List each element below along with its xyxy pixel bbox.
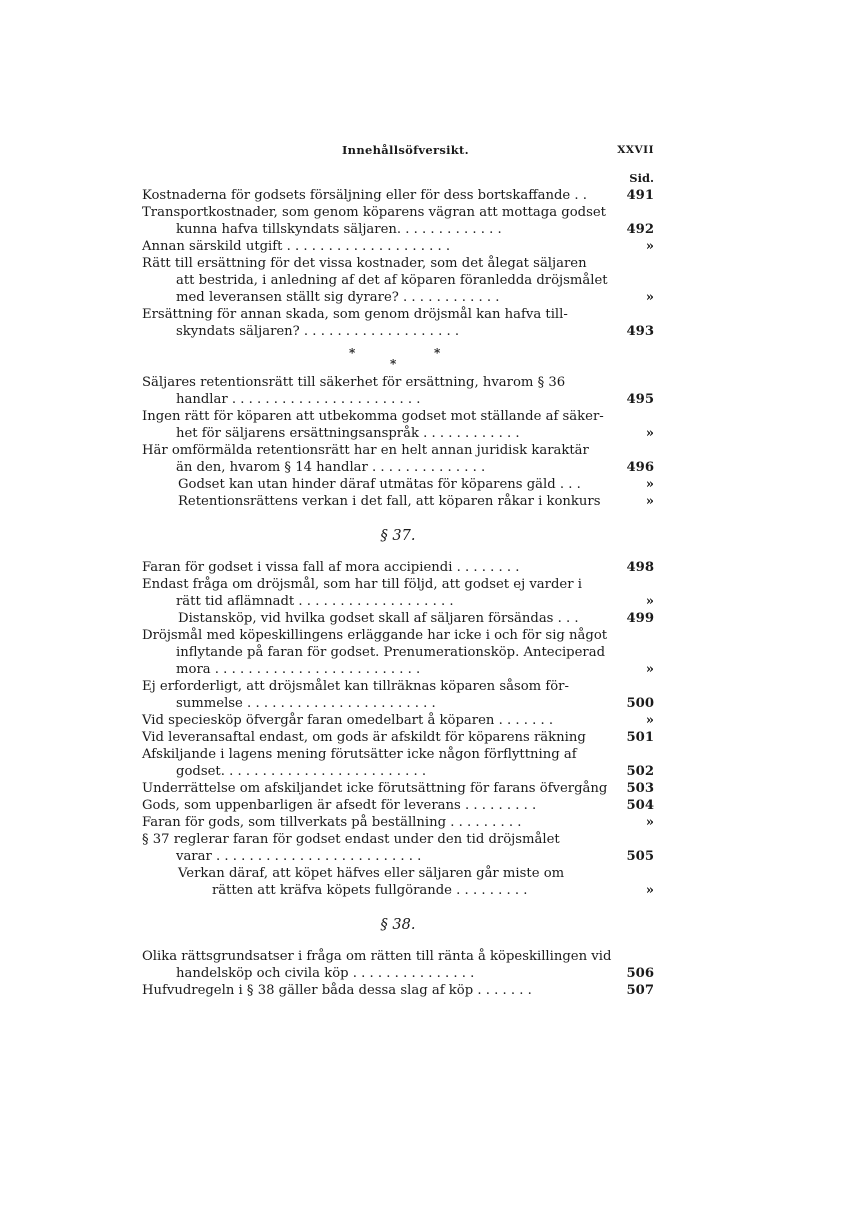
toc-entry (142, 610, 654, 627)
toc-entry-continuation: handelsköp och civila köp . . . . . . . . . . . . . . . (176, 966, 475, 981)
toc-entry-text: Endast fråga om dröjsmål, som har till följd, att godset ej varder i (142, 577, 582, 592)
toc-entry-page: 496 (626, 460, 654, 475)
toc-entry-continuation: än den, hvarom § 14 handlar . . . . . . . . . . . . . . (176, 460, 486, 475)
toc-entry (142, 204, 654, 238)
toc-entry-page: » (645, 662, 654, 677)
toc-entry-continuation: rätten att kräfva köpets fullgörande . . . . . . . . . (212, 883, 528, 898)
toc-entry (142, 865, 654, 899)
running-title: Innehållsöfversikt. (342, 143, 469, 157)
toc-entry (142, 982, 654, 999)
section-heading-38: § 38. (380, 917, 416, 933)
separator-star: * (349, 346, 356, 360)
toc-entry-page: 495 (626, 392, 654, 407)
toc-entry-page: 503 (626, 781, 654, 796)
toc-entry (142, 576, 654, 610)
toc-entry-text: Gods, som uppenbarligen är afsedt för leverans . . . . . . . . . (142, 798, 537, 813)
toc-entry-page: 492 (626, 222, 654, 237)
toc-entry-text: Ersättning för annan skada, som genom dröjsmål kan hafva till- (142, 307, 568, 322)
toc-entry-continuation: med leveransen ställt sig dyrare? . . . . . . . . . . . . (176, 290, 500, 305)
toc-entry-page: 501 (626, 730, 654, 745)
toc-entry-text: Faran för godset i vissa fall af mora accipiendi . . . . . . . . (142, 560, 520, 575)
toc-entry-page: » (645, 426, 654, 441)
section-heading-37: § 37. (380, 528, 416, 544)
toc-entry (142, 374, 654, 408)
toc-entry (142, 729, 654, 746)
toc-entry-text: Rätt till ersättning för det vissa kostnader, som det ålegat säljaren (142, 256, 587, 271)
toc-entry-text: § 37 reglerar faran för godset endast under den tid dröjsmålet (142, 832, 560, 847)
toc-block-2 (142, 374, 654, 510)
toc-entry-continuation: mora . . . . . . . . . . . . . . . . . . . . . . . . . (176, 662, 421, 677)
toc-entry-page: » (645, 239, 654, 254)
toc-entry-continuation: inflytande på faran för godset. Prenumerationsköp. Anteciperad (176, 645, 606, 660)
toc-entry (142, 306, 654, 340)
toc-entry-page: 498 (626, 560, 654, 575)
toc-entry-continuation: rätt tid aflämnadt . . . . . . . . . . . . . . . . . . . (176, 594, 454, 609)
toc-entry-page: » (645, 594, 654, 609)
toc-entry-text: Annan särskild utgift . . . . . . . . . . . . . . . . . . . . (142, 239, 451, 254)
toc-entry-page: 500 (626, 696, 654, 711)
toc-entry-text: Transportkostnader, som genom köparens vägran att mottaga godset (142, 205, 606, 220)
toc-entry-text: Ingen rätt för köparen att utbekomma godset mot ställande af säker- (142, 409, 604, 424)
toc-block-4 (142, 948, 654, 999)
toc-entry (142, 678, 654, 712)
toc-entry (142, 831, 654, 865)
toc-entry (142, 780, 654, 797)
toc-entry-text: Vid leveransaftal endast, om gods är afskildt för köparens räkning (142, 730, 586, 745)
toc-entry-text: Kostnaderna för godsets försäljning eller för dess bortskaffande . . (142, 188, 588, 203)
toc-entry-page: » (645, 713, 654, 728)
toc-entry-page: 502 (626, 764, 654, 779)
toc-entry (142, 442, 654, 476)
toc-entry (142, 814, 654, 831)
toc-entry-text: Verkan däraf, att köpet häfves eller säljaren går miste om (178, 866, 565, 881)
toc-entry-continuation: godset. . . . . . . . . . . . . . . . . . . . . . . . . (176, 764, 427, 779)
toc-entry-continuation: summelse . . . . . . . . . . . . . . . . . . . . . . . (176, 696, 436, 711)
toc-entry-text: Säljares retentionsrätt till säkerhet för ersättning, hvarom § 36 (142, 375, 566, 390)
toc-entry (142, 255, 654, 306)
running-header (142, 142, 654, 162)
toc-entry-continuation: varar . . . . . . . . . . . . . . . . . . . . . . . . . (176, 849, 422, 864)
toc-entry (142, 408, 654, 442)
toc-entry-text: Hufvudregeln i § 38 gäller båda dessa slag af köp . . . . . . . (142, 983, 532, 998)
toc-entry-continuation: kunna hafva tillskyndats säljaren. . . . . . . . . . . . . (176, 222, 502, 237)
toc-entry-text: Olika rättsgrundsatser i fråga om rätten till ränta å köpeskillingen vid (142, 949, 612, 964)
toc-entry-text: Distansköp, vid hvilka godset skall af säljaren försändas . . . (178, 611, 579, 626)
toc-entry-continuation: het för säljarens ersättningsanspråk . . . . . . . . . . . . (176, 426, 520, 441)
toc-entry-page: » (645, 883, 654, 898)
separator-star: * (434, 346, 441, 360)
toc-entry (142, 712, 654, 729)
toc-entry-text: Retentionsrättens verkan i det fall, att köparen råkar i konkurs (178, 494, 601, 509)
toc-entry (142, 627, 654, 678)
toc-entry-continuation: skyndats säljaren? . . . . . . . . . . . . . . . . . . . (176, 324, 460, 339)
toc-entry-page: 507 (626, 983, 654, 998)
sid-column-label: Sid. (629, 171, 654, 185)
toc-entry-page: » (645, 815, 654, 830)
toc-entry-page: » (645, 477, 654, 492)
toc-entry-text: Faran för gods, som tillverkats på beställning . . . . . . . . . (142, 815, 522, 830)
toc-entry (142, 797, 654, 814)
toc-entry-page: 506 (626, 966, 654, 981)
toc-entry (142, 187, 654, 204)
toc-entry-text: Vid speciesköp öfvergår faran omedelbart å köparen . . . . . . . (142, 713, 554, 728)
toc-entry (142, 238, 654, 255)
toc-entry-text: Underrättelse om afskiljandet icke förutsättning för farans öfvergång (142, 781, 608, 796)
toc-entry-text: Godset kan utan hinder däraf utmätas för köparens gäld . . . (178, 477, 581, 492)
toc-entry-text: Här omförmälda retentionsrätt har en helt annan juridisk karaktär (142, 443, 589, 458)
toc-entry (142, 559, 654, 576)
toc-entry-continuation: handlar . . . . . . . . . . . . . . . . . . . . . . . (176, 392, 421, 407)
toc-entry-page: 504 (626, 798, 654, 813)
toc-entry-text: Dröjsmål med köpeskillingens erläggande har icke i och för sig något (142, 628, 608, 643)
toc-block-1 (142, 187, 654, 340)
section-separator (142, 340, 654, 374)
toc-entry (142, 476, 654, 493)
toc-entry (142, 493, 654, 510)
page-number: XXVII (617, 144, 654, 156)
separator-star: * (390, 357, 397, 371)
toc-entry-continuation: att bestrida, i anledning af det af köparen föranledda dröjsmålet (176, 273, 608, 288)
toc-entry (142, 746, 654, 780)
toc-page (142, 142, 654, 999)
toc-entry-page: 505 (626, 849, 654, 864)
toc-entry-page: » (645, 290, 654, 305)
toc-block-3 (142, 559, 654, 899)
toc-entry (142, 948, 654, 982)
toc-entry-page: 493 (626, 324, 654, 339)
toc-entry-page: 499 (626, 611, 654, 626)
toc-entry-page: » (645, 494, 654, 509)
toc-entry-text: Ej erforderligt, att dröjsmålet kan tillräknas köparen såsom för- (142, 679, 569, 694)
toc-entry-text: Afskiljande i lagens mening förutsätter icke någon förflyttning af (142, 747, 577, 762)
toc-entry-page: 491 (626, 188, 654, 203)
